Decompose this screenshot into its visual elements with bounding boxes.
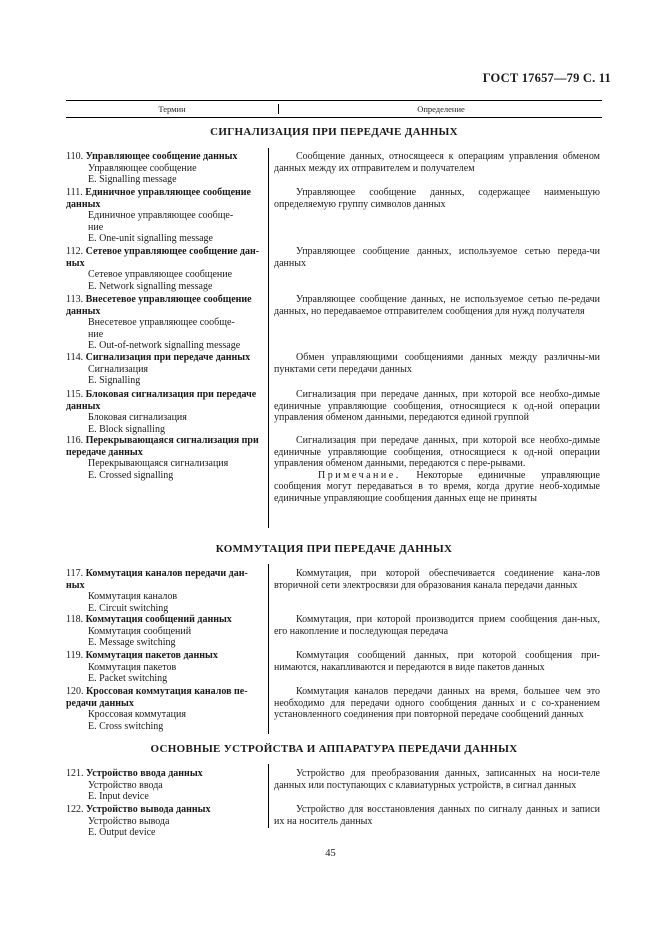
term-number: 110.	[66, 151, 84, 162]
section-title: ОСНОВНЫЕ УСТРОЙСТВА И АППАРАТУРА ПЕРЕДАЧИ ДАННЫХ	[150, 743, 518, 755]
note-label: Примечание.	[318, 469, 401, 481]
term-cell	[66, 614, 261, 649]
term-synonym: Устройство вывода	[88, 815, 170, 827]
term-cell	[66, 294, 261, 352]
term-number: 113.	[66, 294, 84, 305]
term-main-line	[66, 580, 261, 592]
term-cell	[66, 187, 261, 245]
term-main-line	[66, 151, 261, 163]
definition-text: Коммутация сообщений данных, при которой сообщения при-нимаются, накапливаются и передаются в виде пакетов данных	[274, 650, 600, 673]
term-synonym: Блоковая сигнализация	[88, 412, 187, 423]
term-english: E. Input device	[88, 791, 149, 802]
term-main-line	[66, 435, 261, 447]
definition-text: Управляющее сообщение данных, используемое сетью переда-чи данных	[274, 246, 600, 269]
term-number: 117.	[66, 568, 84, 579]
column-divider	[268, 764, 269, 828]
term-number: 115.	[66, 389, 84, 400]
definition-text: Коммутация каналов передачи данных на время, большее чем это необходимо для передачи одного сообщения данных и с со-хранением установленного соединения при повторной передаче сообщений данных	[274, 686, 600, 720]
definition-text: Устройство для восстановления данных по сигналу данных и записи их на носитель данных	[274, 804, 600, 827]
term-synonym: ние	[88, 221, 104, 233]
term-name: Внесетевое управляющее сообщение	[85, 294, 252, 305]
term-name: Устройство ввода данных	[86, 768, 203, 779]
definition-cell	[274, 352, 600, 375]
term-name: данных	[66, 400, 101, 412]
column-header-definition: Определение	[278, 104, 603, 114]
term-english: E. Output device	[88, 827, 156, 838]
term-english: E. Cross switching	[88, 720, 164, 732]
term-synonym: Перекрывающаяся сигнализация	[88, 458, 229, 469]
document-code: ГОСТ 17657—79 С. 11	[482, 71, 611, 85]
term-main-line	[66, 698, 261, 710]
term-synonym: Единичное управляющее сообще-	[88, 210, 234, 221]
term-synonym: Кроссовая коммутация	[88, 709, 186, 720]
definition-cell	[274, 568, 600, 591]
term-english: E. Crossed signalling	[88, 469, 174, 481]
term-synonym: Устройство ввода	[88, 779, 163, 791]
term-name: данных	[66, 305, 101, 317]
term-cell	[66, 435, 261, 481]
term-number: 116.	[66, 435, 84, 446]
definition-note	[274, 470, 600, 505]
definition-text: Управляющее сообщение данных, содержащее наименьшую определяемую группу символов данных	[274, 187, 600, 210]
term-synonym: Внесетевое управляющее сообще-	[88, 317, 235, 328]
term-number: 114.	[66, 352, 84, 363]
definition-cell	[274, 804, 600, 827]
term-name: Сигнализация при передаче данных	[85, 352, 251, 363]
term-name: редачи данных	[66, 697, 134, 709]
term-english: E. Network signalling message	[88, 280, 213, 292]
definition-cell	[274, 435, 600, 504]
term-number: 112.	[66, 246, 84, 257]
term-main-line	[66, 401, 261, 413]
term-cell	[66, 568, 261, 614]
term-name: Блоковая сигнализация при передаче	[85, 389, 257, 400]
term-main-line	[66, 246, 261, 258]
term-english: E. Message switching	[88, 637, 176, 648]
term-main-line	[66, 294, 261, 306]
term-synonym: Управляющее сообщение	[88, 162, 197, 174]
definition-text: Сообщение данных, относящееся к операциям управления обменом данных между их отправителем и получателем	[274, 151, 600, 174]
term-english: E. Circuit switching	[88, 602, 169, 614]
term-english: E. One-unit signalling message	[88, 233, 213, 244]
term-name: Единичное управляющее сообщение	[85, 187, 251, 198]
term-english: E. Block signalling	[88, 423, 165, 435]
definition-text: Сигнализация при передаче данных, при которой все необхо-димые единичные управляющие сообщения, относящиеся к од-ной операции управления обменом данными, передаются единой группой	[274, 389, 600, 423]
term-number: 119.	[66, 650, 84, 661]
definition-cell	[274, 151, 600, 174]
definition-cell	[274, 614, 600, 637]
term-name: ных	[66, 257, 85, 269]
term-main-line	[66, 258, 261, 270]
term-main-line	[66, 389, 261, 401]
term-cell	[66, 768, 261, 803]
term-number: 121.	[66, 768, 84, 779]
term-english: E. Signalling message	[88, 174, 177, 185]
term-cell	[66, 389, 261, 435]
note-text: Некоторые единичные управляющие сообщения могут передаваться в то время, когда другие необ-ходимые единичные управляющие сообщения данных еще не приняты	[274, 469, 600, 504]
column-header	[66, 100, 602, 118]
section-title: КОММУТАЦИЯ ПРИ ПЕРЕДАЧЕ ДАННЫХ	[215, 543, 453, 555]
term-synonym: Коммутация пакетов	[88, 661, 177, 673]
term-main-line	[66, 352, 261, 364]
term-synonym: Сетевое управляющее сообщение	[88, 269, 233, 280]
term-synonym: Сигнализация	[88, 363, 149, 375]
definition-cell	[274, 650, 600, 673]
term-cell	[66, 804, 261, 839]
term-name: Перекрывающаяся сигнализация при	[85, 435, 259, 446]
term-main-line	[66, 614, 261, 626]
term-english: E. Packet switching	[88, 673, 168, 684]
term-cell	[66, 650, 261, 685]
term-main-line	[66, 650, 261, 662]
definition-text: Устройство для преобразования данных, записанных на носи-теле данных или поступающих с клавиатурных устройств, в сигнал данных	[274, 768, 600, 791]
definition-text: Сигнализация при передаче данных, при которой все необхо-димые единичные управляющие сообщения, относящиеся к од-ной операции управления обменом данными, передаются с пере-рывами.	[274, 435, 600, 469]
term-name: передаче данных	[66, 446, 143, 458]
page-number: 45	[325, 848, 336, 859]
term-name: Сетевое управляющее сообщение дан-	[85, 246, 260, 257]
column-divider	[268, 148, 269, 528]
term-synonym: ние	[88, 328, 104, 340]
column-header-term: Термин	[158, 104, 186, 114]
term-name: Кроссовая коммутация каналов пе-	[86, 686, 248, 697]
term-main-line	[66, 306, 261, 318]
definition-cell	[274, 768, 600, 791]
definition-text: Обмен управляющими сообщениями данных между различны-ми пунктами сети передачи данных	[274, 352, 600, 375]
term-number: 120.	[66, 686, 84, 697]
term-name: Коммутация сообщений данных	[85, 614, 232, 625]
term-name: ных	[66, 579, 85, 591]
term-synonym: Коммутация каналов	[88, 591, 178, 602]
term-number: 118.	[66, 614, 84, 625]
term-main-line	[66, 187, 261, 199]
term-cell	[66, 352, 261, 387]
term-main-line	[66, 199, 261, 211]
term-english: E. Signalling	[88, 375, 141, 386]
column-divider	[268, 564, 269, 734]
term-name: Устройство вывода данных	[86, 804, 211, 815]
term-cell	[66, 246, 261, 292]
term-number: 122.	[66, 804, 84, 815]
term-name: Коммутация каналов передачи дан-	[85, 568, 248, 579]
definition-cell	[274, 246, 600, 269]
definition-text: Коммутация, при которой обеспечивается соединение кана-лов вторичной сети электросвязи для образования канала передачи данных	[274, 568, 600, 591]
definition-text: Управляющее сообщение данных, не используемое сетью пе-редачи данных, но передаваемое отправителем сообщения для нужд получателя	[274, 294, 600, 317]
term-english: E. Out-of-network signalling message	[88, 340, 241, 351]
term-name: Управляющее сообщение данных	[85, 151, 238, 162]
term-main-line	[66, 686, 261, 698]
term-synonym: Коммутация сообщений	[88, 625, 192, 637]
section-title: СИГНАЛИЗАЦИЯ ПРИ ПЕРЕДАЧЕ ДАННЫХ	[210, 126, 458, 138]
definition-cell	[274, 187, 600, 210]
definition-text: Коммутация, при которой производится прием сообщения дан-ных, его накопление и последующая передача	[274, 614, 600, 637]
term-number: 111.	[66, 187, 83, 198]
definition-cell	[274, 389, 600, 424]
term-main-line	[66, 804, 261, 816]
term-cell	[66, 686, 261, 732]
term-name: данных	[66, 198, 101, 210]
definition-cell	[274, 294, 600, 317]
term-main-line	[66, 447, 261, 459]
definition-cell	[274, 686, 600, 721]
term-name: Коммутация пакетов данных	[85, 650, 218, 661]
term-main-line	[66, 568, 261, 580]
term-cell	[66, 151, 261, 186]
term-main-line	[66, 768, 261, 780]
